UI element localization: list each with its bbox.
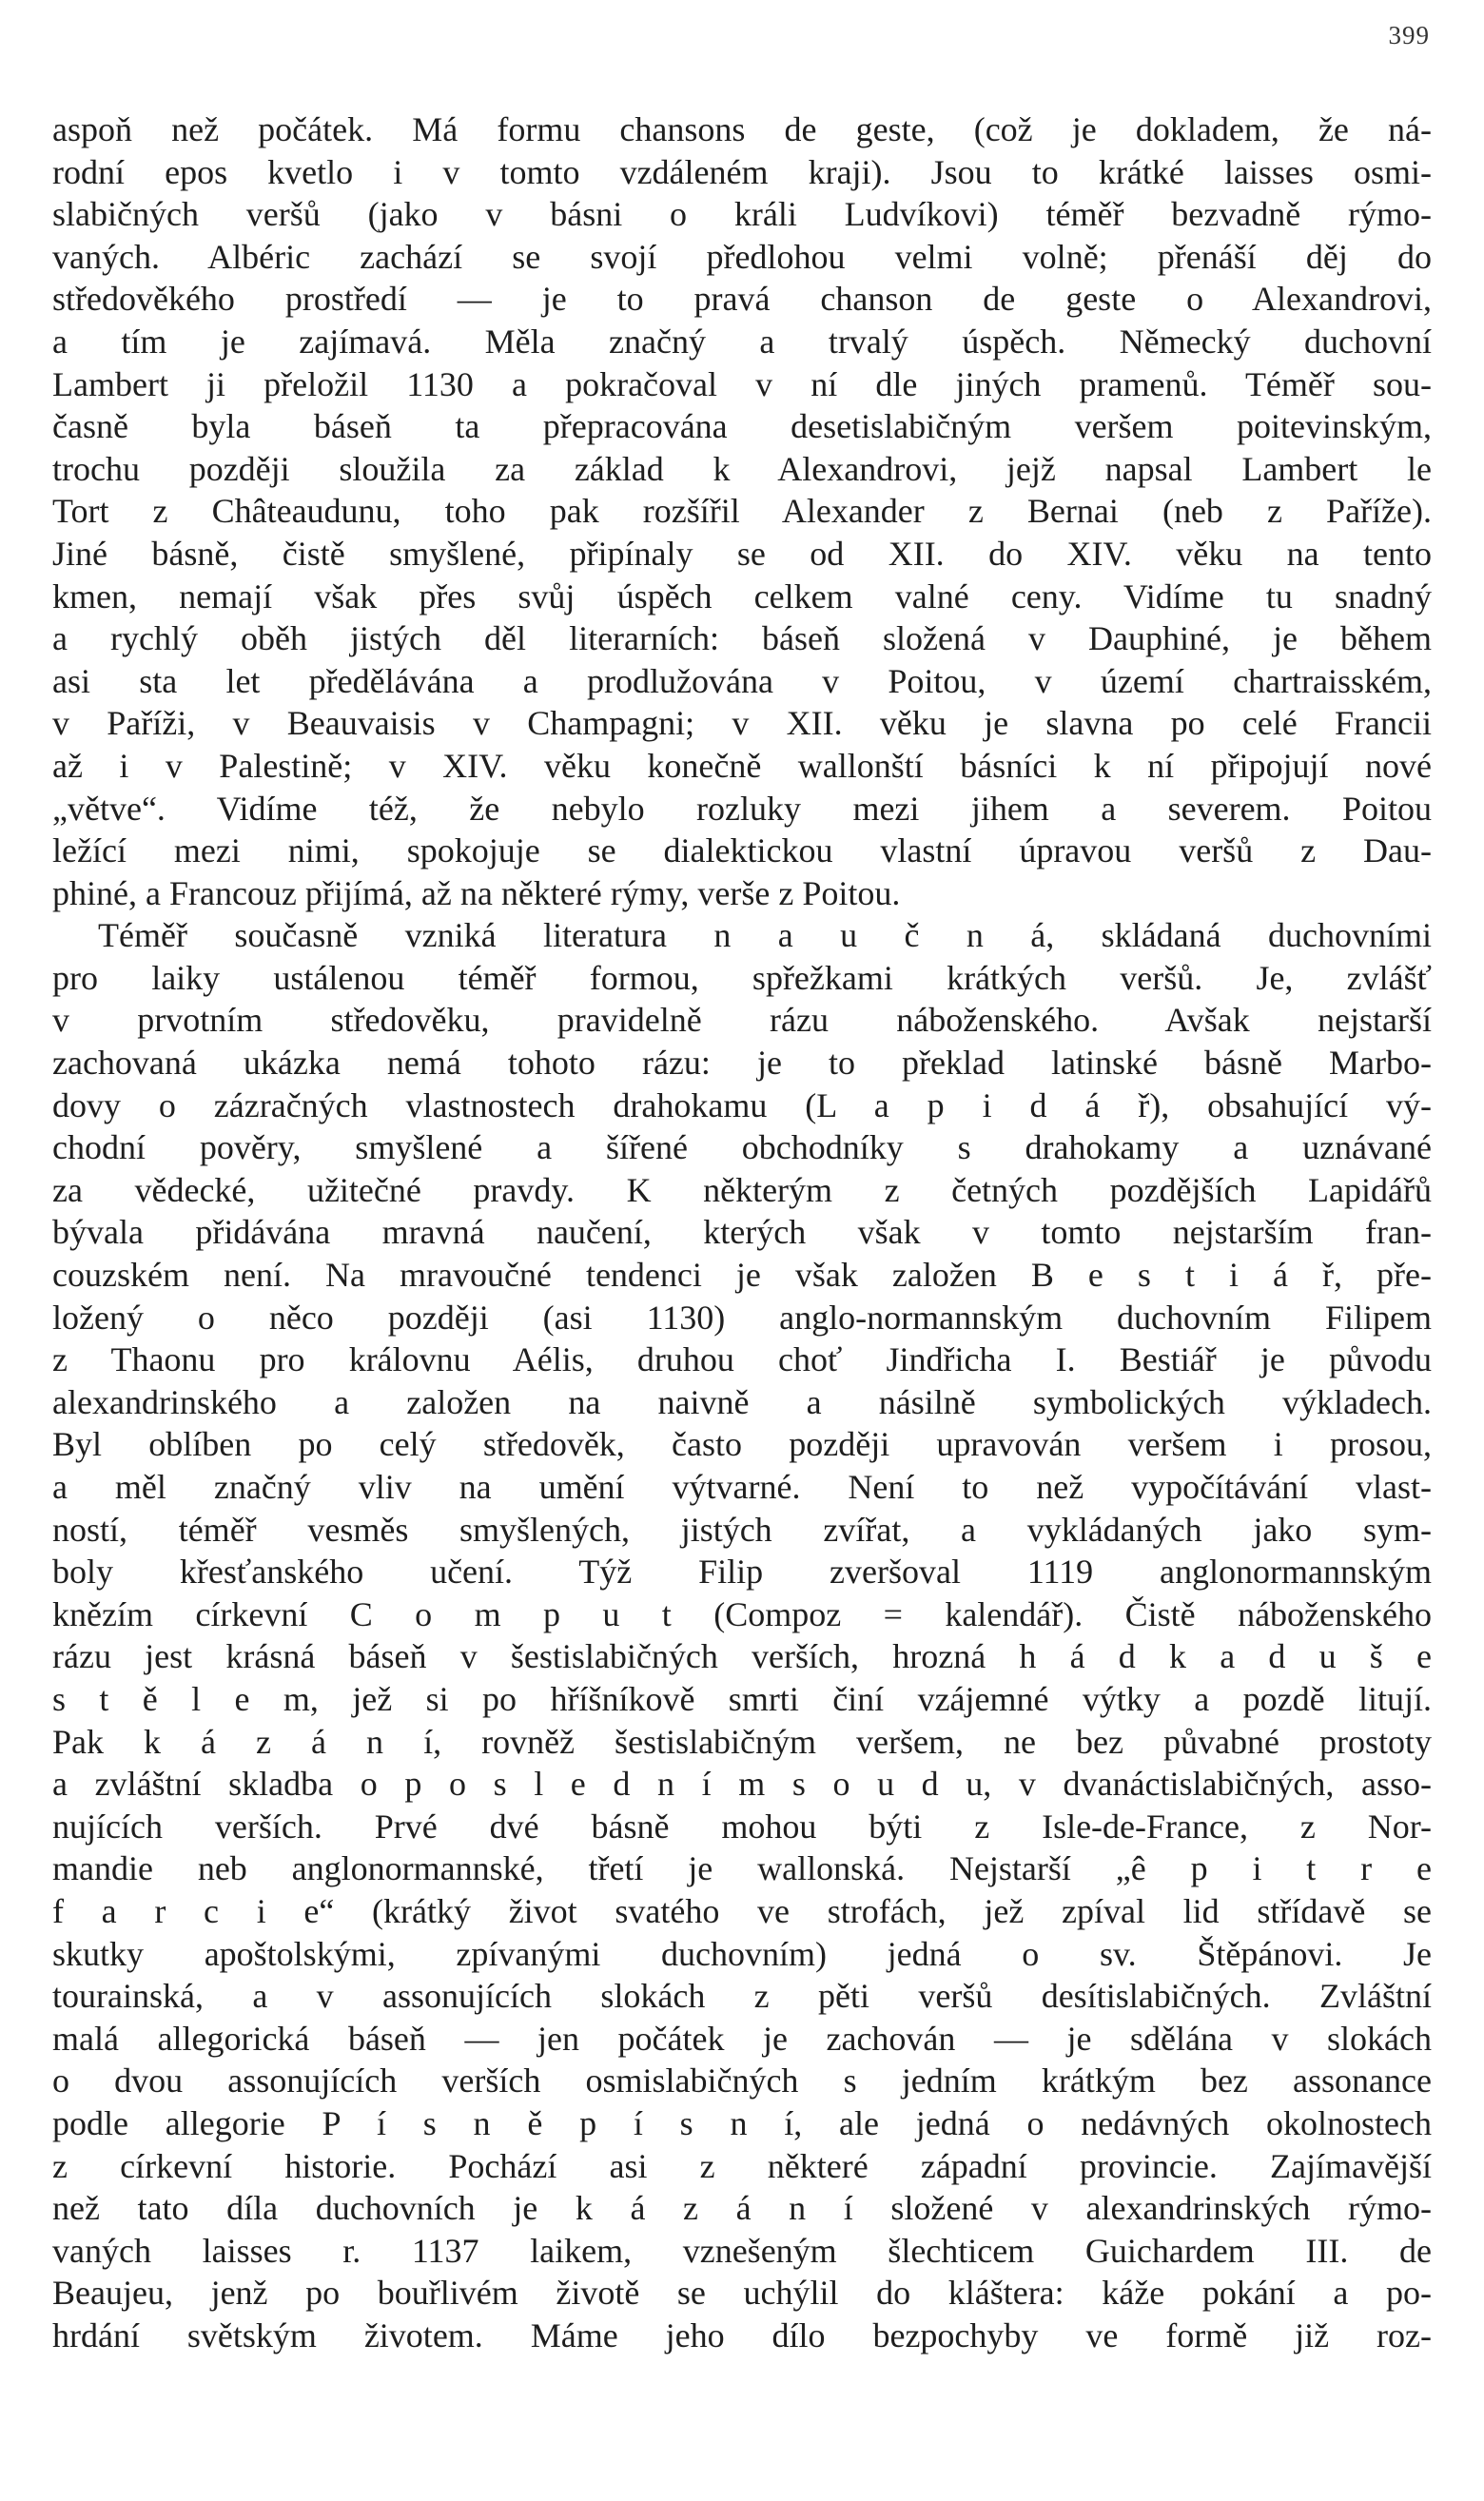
text-line: malá allegorická báseň — jen počátek je zachován — je sdělána v slokách bbox=[52, 2019, 1432, 2058]
text-line: Jiné básně, čistě smyšlené, připínaly se od XII. do XIV. věku na tento bbox=[52, 534, 1432, 573]
text-line: tourainská, a v assonujících slokách z pěti veršů desítislabičných. Zvláštní bbox=[52, 1977, 1432, 2016]
page-number: 399 bbox=[1388, 21, 1430, 49]
text-line: Beaujeu, jenž po bouřlivém životě se uchýlil do kláštera: káže pokání a po- bbox=[52, 2274, 1432, 2313]
text-line: trochu později sloužila za základ k Alexandrovi, jejž napsal Lambert le bbox=[52, 449, 1432, 488]
text-line: o dvou assonujících verších osmislabičných s jedním krátkým bez assonance bbox=[52, 2061, 1432, 2100]
text-line: f a r c i e“ (krátký život svatého ve strofách, jež zpíval lid střídavě se bbox=[52, 1891, 1432, 1930]
text-line: Byl oblíben po celý středověk, často později upravován veršem i prosou, bbox=[52, 1425, 1432, 1464]
text-line: v prvotním středověku, pravidelně rázu náboženského. Avšak nejstarší bbox=[52, 1001, 1432, 1040]
text-line: ností, téměř vesměs smyšlených, jistých zvířat, a vykládaných jako sym- bbox=[52, 1510, 1432, 1549]
text-line: a rychlý oběh jistých děl literarních: báseň složená v Dauphiné, je během bbox=[52, 619, 1432, 658]
text-line: a měl značný vliv na umění výtvarné. Není to než vypočítávání vlast- bbox=[52, 1468, 1432, 1506]
text-line: bývala přidávána mravná naučení, kterých však v tomto nejstarším fran- bbox=[52, 1213, 1432, 1252]
text-line: aspoň než počátek. Má formu chansons de geste, (což je dokladem, že ná- bbox=[52, 110, 1432, 148]
text-line: Lambert ji přeložil 1130 a pokračoval v ní dle jiných pramenů. Téměř sou- bbox=[52, 364, 1432, 403]
text-line: knězím církevní C o m p u t (Compoz = kalendář). Čistě náboženského bbox=[52, 1594, 1432, 1633]
text-line: za vědecké, užitečné pravdy. K některým z četných pozdějších Lapidářů bbox=[52, 1170, 1432, 1209]
text-line: a zvláštní skladba o p o s l e d n í m s o u d u, v dvanáctislabičných, asso- bbox=[52, 1765, 1432, 1804]
text-line: ložený o něco později (asi 1130) anglo-normannským duchovním Filipem bbox=[52, 1298, 1432, 1337]
text-line: časně byla báseň ta přepracována desetislabičným veršem poitevinským, bbox=[52, 407, 1432, 446]
text-line: asi sta let předělávána a prodlužována v Poitou, v území chartraisském, bbox=[52, 661, 1432, 700]
text-line: s t ě l e m, jež si po hříšníkově smrti činí vzájemné výtky a pozdě litují. bbox=[52, 1679, 1432, 1718]
text-line: kmen, nemají však přes svůj úspěch celkem valné ceny. Vidíme tu snadný bbox=[52, 576, 1432, 615]
text-line: rázu jest krásná báseň v šestislabičných verších, hrozná h á d k a d u š e bbox=[52, 1637, 1432, 1676]
text-line: až i v Palestině; v XIV. věku konečně wallonští básníci k ní připojují nové bbox=[52, 746, 1432, 785]
text-line: couzském není. Na mravoučné tendenci je však založen B e s t i á ř, pře- bbox=[52, 1256, 1432, 1295]
text-line: z církevní historie. Pochází asi z některé západní provincie. Zajímavější bbox=[52, 2146, 1432, 2185]
text-line-paragraph-start: Téměř současně vzniká literatura n a u č n á, skládaná duchovními bbox=[98, 916, 1432, 955]
text-line: pro laiky ustálenou téměř formou, spřežkami krátkých veršů. Je, zvlášť bbox=[52, 958, 1432, 997]
text-line: dovy o zázračných vlastnostech drahokamu (L a p i d á ř), obsahující vý- bbox=[52, 1085, 1432, 1124]
text-line: boly křesťanského učení. Týž Filip zveršoval 1119 anglonormannským bbox=[52, 1553, 1432, 1592]
text-line: Pak k á z á n í, rovněž šestislabičným veršem, ne bez půvabné prostoty bbox=[52, 1722, 1432, 1761]
text-line: nujících verších. Prvé dvé básně mohou býti z Isle-de-France, z Nor- bbox=[52, 1807, 1432, 1846]
body-text bbox=[52, 108, 1432, 2356]
text-line: slabičných veršů (jako v básni o králi Ludvíkovi) téměř bezvadně rýmo- bbox=[52, 195, 1432, 234]
text-line: mandie neb anglonormannské, třetí je wallonská. Nejstarší „ê p i t r e bbox=[52, 1849, 1432, 1888]
text-line-paragraph-end: phiné, a Francouz přijímá, až na některé rýmy, verše z Poitou. bbox=[52, 873, 901, 912]
text-line: vaných. Albéric zachází se svojí předlohou velmi volně; přenáší děj do bbox=[52, 237, 1432, 276]
text-line: chodní pověry, smyšlené a šířené obchodníky s drahokamy a uznávané bbox=[52, 1128, 1432, 1167]
text-line: zachovaná ukázka nemá tohoto rázu: je to překlad latinské básně Marbo- bbox=[52, 1044, 1432, 1083]
text-line: z Thaonu pro královnu Aélis, druhou choť Jindřicha I. Bestiář je původu bbox=[52, 1340, 1432, 1379]
text-line: Tort z Châteaudunu, toho pak rozšířil Alexander z Bernai (neb z Paříže). bbox=[52, 492, 1432, 531]
text-line: v Paříži, v Beauvaisis v Champagni; v XII. věku je slavna po celé Francii bbox=[52, 704, 1432, 743]
text-line: vaných laisses r. 1137 laikem, vznešeným šlechticem Guichardem III. de bbox=[52, 2231, 1432, 2270]
text-line: ležící mezi nimi, spokojuje se dialektickou vlastní úpravou veršů z Dau- bbox=[52, 831, 1432, 870]
text-line: středověkého prostředí — je to pravá chanson de geste o Alexandrovi, bbox=[52, 280, 1432, 319]
text-line: hrdání světským životem. Máme jeho dílo bezpochyby ve formě již roz- bbox=[52, 2315, 1432, 2354]
text-line: rodní epos kvetlo i v tomto vzdáleném kraji). Jsou to krátké laisses osmi- bbox=[52, 152, 1432, 191]
text-line: a tím je zajímavá. Měla značný a trvalý úspěch. Německý duchovní bbox=[52, 322, 1432, 361]
text-line: podle allegorie P í s n ě p í s n í, ale jedná o nedávných okolnostech bbox=[52, 2103, 1432, 2142]
text-line: alexandrinského a založen na naivně a násilně symbolických výkladech. bbox=[52, 1382, 1432, 1421]
text-line: „větve“. Vidíme též, že nebylo rozluky mezi jihem a severem. Poitou bbox=[52, 789, 1432, 828]
text-line: než tato díla duchovních je k á z á n í složené v alexandrinských rýmo- bbox=[52, 2189, 1432, 2228]
text-line: skutky apoštolskými, zpívanými duchovním) jedná o sv. Štěpánovi. Je bbox=[52, 1934, 1432, 1973]
